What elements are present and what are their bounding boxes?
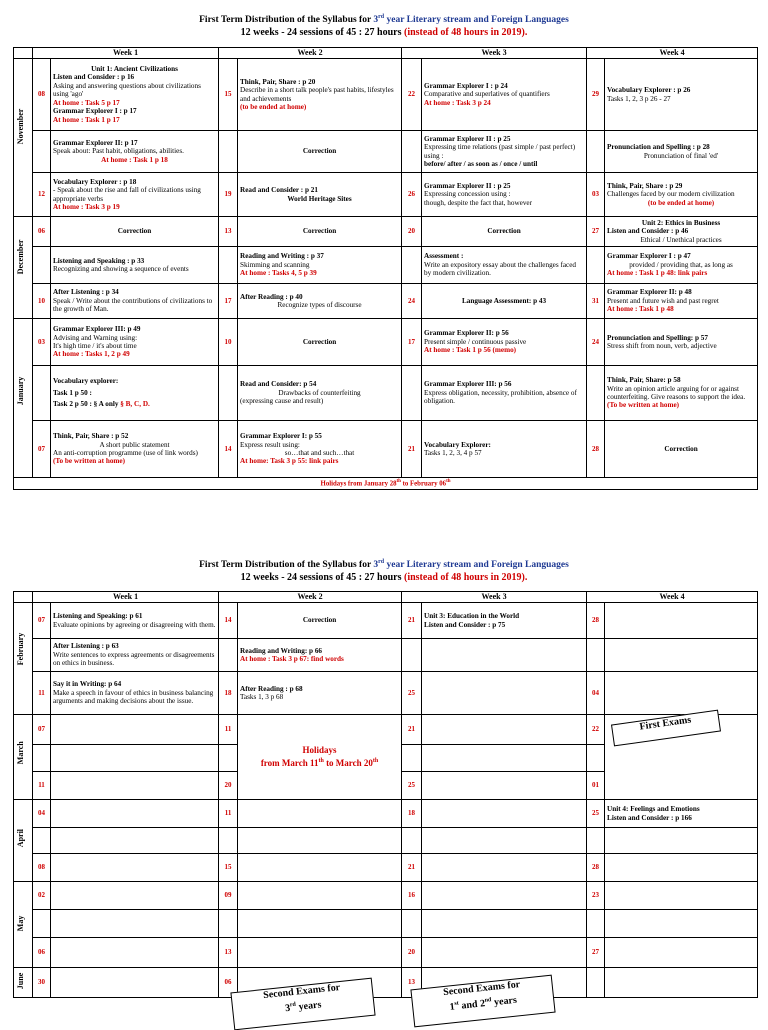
- day-number: 25: [402, 772, 422, 800]
- day-number: 13: [402, 968, 422, 998]
- lesson-cell: Reading and Writing: p 66 At home : Task 3 p 67: find words: [238, 639, 402, 672]
- lesson-cell: Correction: [238, 603, 402, 639]
- lesson-cell: After Reading : p 40 Recognize types of discourse: [238, 284, 402, 319]
- day-number: 13: [219, 217, 238, 247]
- day-number: 06: [33, 938, 51, 968]
- lesson-cell: Think, Pair, Share : p 29 Challenges faced by our modern civilization (to be ended at home): [605, 173, 758, 217]
- week-2-header: Week 2: [219, 48, 402, 59]
- day-number: 07: [33, 603, 51, 639]
- lesson-cell: Unit 4: Feelings and Emotions Listen and Consider : p 166: [605, 800, 758, 828]
- month-february: February: [14, 603, 33, 715]
- day-number: 31: [587, 284, 605, 319]
- lesson-cell: Correction: [605, 421, 758, 478]
- lesson-cell: Grammar Explorer II : p 25 Expressing concession using : though, despite the fact that, however: [422, 173, 587, 217]
- month-january: January: [14, 319, 33, 478]
- day-number: 25: [402, 672, 422, 715]
- page1-title: First Term Distribution of the Syllabus for 3rd year Literary stream and Foreign Languages: [199, 14, 569, 26]
- day-number: 06: [219, 968, 238, 998]
- day-number: 08: [33, 59, 51, 131]
- day-number: 02: [33, 882, 51, 910]
- week-3-header: Week 3: [402, 592, 587, 603]
- day-number: 22: [587, 715, 605, 745]
- day-number: 15: [219, 59, 238, 131]
- day-number: 17: [402, 319, 422, 366]
- day-number: 15: [219, 854, 238, 882]
- lesson-cell: Unit 2: Ethics in Business Listen and Consider : p 46 Ethical / Unethical practices: [605, 217, 758, 247]
- lesson-cell: Think, Pair, Share: p 58 Write an opinion article arguing for or against counterfeiting. Give reasons to support the idea. (To be written at home): [605, 366, 758, 421]
- day-number: 27: [587, 938, 605, 968]
- day-number: 13: [219, 938, 238, 968]
- day-number: 04: [33, 800, 51, 828]
- day-number: 03: [587, 173, 605, 217]
- lesson-cell: Vocabulary Explorer: Tasks 1, 2, 3, 4 p 57: [422, 421, 587, 478]
- day-number: 23: [587, 882, 605, 910]
- day-number: 21: [402, 603, 422, 639]
- page1-subtitle: 12 weeks - 24 sessions of 45 : 27 hours (instead of 48 hours in 2019).: [240, 27, 528, 38]
- week-3-header: Week 3: [402, 48, 587, 59]
- day-number: 30: [33, 968, 51, 998]
- second-exams-3rd-stamp: Second Exams for 3rd years: [230, 978, 375, 1030]
- lesson-cell: Grammar Explorer II: p 56 Present simple / continuous passive At home : Task 1 p 56 (memo): [422, 319, 587, 366]
- holiday-note: Holidays from January 28th to February 06th: [14, 478, 758, 490]
- lesson-cell: Language Assessment: p 43: [422, 284, 587, 319]
- day-number: 28: [587, 854, 605, 882]
- day-number: 10: [33, 284, 51, 319]
- lesson-cell: Assessment : Write an expository essay about the challenges faced by modern civilization.: [422, 247, 587, 284]
- month-november: November: [14, 59, 33, 217]
- month-april: April: [14, 800, 33, 882]
- day-number: 28: [587, 603, 605, 639]
- month-june: June: [14, 968, 33, 998]
- day-number: 21: [402, 421, 422, 478]
- day-number: 06: [33, 217, 51, 247]
- day-number: 26: [402, 173, 422, 217]
- page2-title: First Term Distribution of the Syllabus for 3rd year Literary stream and Foreign Languages: [199, 559, 569, 571]
- day-number: 11: [219, 715, 238, 745]
- day-number: 12: [33, 173, 51, 217]
- week-1-header: Week 1: [33, 592, 219, 603]
- lesson-cell: Correction: [422, 217, 587, 247]
- day-number: 18: [219, 672, 238, 715]
- day-number: 29: [587, 59, 605, 131]
- day-number: 24: [402, 284, 422, 319]
- day-number: 27: [587, 217, 605, 247]
- lesson-cell: Vocabulary Explorer : p 26 Tasks 1, 2, 3 p 26 - 27: [605, 59, 758, 131]
- lesson-cell: Grammar Explorer I : p 47 provided / providing that, as long as At home : Task 1 p 48: link pairs: [605, 247, 758, 284]
- month-december: December: [14, 217, 33, 319]
- day-number: 19: [219, 173, 238, 217]
- day-number: 21: [402, 715, 422, 745]
- week-1-header: Week 1: [33, 48, 219, 59]
- day-number: 24: [587, 319, 605, 366]
- day-number: 03: [33, 319, 51, 366]
- lesson-cell: Pronunciation and Spelling: p 57 Stress shift from noun, verb, adjective: [605, 319, 758, 366]
- lesson-cell: Grammar Explorer II: p 17 Speak about: Past habit, obligations, abilities. At home : Task 1 p 18: [51, 131, 219, 173]
- lesson-cell: Pronunciation and Spelling : p 28 Pronunciation of final 'ed': [605, 131, 758, 173]
- day-number: 07: [33, 421, 51, 478]
- lesson-cell: Read and Consider : p 21 World Heritage Sites: [238, 173, 402, 217]
- lesson-cell: Unit 1: Ancient Civilizations Listen and Consider : p 16 Asking and answering questions about civilizations using 'ago' At home : Task 5 p 17 Grammar Explorer I : p 17 At home : Task 1 p 17: [51, 59, 219, 131]
- lesson-cell: Grammar Explorer III: p 56 Express obligation, necessity, prohibition, absence of obligation.: [422, 366, 587, 421]
- day-number: 20: [402, 217, 422, 247]
- lesson-cell: Read and Consider: p 54 Drawbacks of counterfeiting (expressing cause and result): [238, 366, 402, 421]
- month-may: May: [14, 882, 33, 968]
- week-2-header: Week 2: [219, 592, 402, 603]
- lesson-cell: Think, Pair, Share : p 20 Describe in a short talk people's past habits, lifestyles and achievements (to be ended at home): [238, 59, 402, 131]
- lesson-cell: After Listening : p 63 Write sentences to express agreements or disagreements on ethics in business.: [51, 639, 219, 672]
- lesson-cell: Grammar Explorer III: p 49 Advising and Warning using: It's high time / it's about time At home : Tasks 1, 2 p 49: [51, 319, 219, 366]
- day-number: 04: [587, 672, 605, 715]
- week-4-header: Week 4: [587, 592, 758, 603]
- day-number: 11: [33, 772, 51, 800]
- lesson-cell: Grammar Explorer II: p 48 Present and future wish and past regret At home : Task 1 p 48: [605, 284, 758, 319]
- lesson-cell: Grammar Explorer II : p 25 Expressing time relations (past simple / past perfect) using : before/ after / as soon as / once / until: [422, 131, 587, 173]
- day-number: 11: [33, 672, 51, 715]
- day-number: 25: [587, 800, 605, 828]
- day-number: 08: [33, 854, 51, 882]
- day-number: 01: [587, 772, 605, 800]
- lesson-cell: Say it in Writing: p 64 Make a speech in favour of ethics in business balancing arguments and making decisions about the issue.: [51, 672, 219, 715]
- page2-subtitle: 12 weeks - 24 sessions of 45 : 27 hours (instead of 48 hours in 2019).: [240, 572, 528, 583]
- day-number: 22: [402, 59, 422, 131]
- day-number: 17: [219, 284, 238, 319]
- day-number: 28: [587, 421, 605, 478]
- day-number: 10: [219, 319, 238, 366]
- syllabus-table-2: [13, 591, 758, 998]
- lesson-cell: Correction: [238, 319, 402, 366]
- syllabus-table-1: [13, 47, 758, 490]
- lesson-cell: Correction: [51, 217, 219, 247]
- holiday-note: Holidays from March 11th to March 20th: [238, 715, 402, 800]
- lesson-cell: Correction: [238, 131, 402, 173]
- day-number: 09: [219, 882, 238, 910]
- second-exams-1st-2nd-stamp: Second Exams for 1st and 2nd years: [410, 975, 555, 1028]
- day-number: 14: [219, 421, 238, 478]
- lesson-cell: Think, Pair, Share : p 52 A short public statement An anti-corruption programme (use of link words) (To be written at home): [51, 421, 219, 478]
- day-number: 14: [219, 603, 238, 639]
- lesson-cell: Vocabulary Explorer : p 18 - Speak about the rise and fall of civilizations using appropriate verbs At home : Task 3 p 19: [51, 173, 219, 217]
- lesson-cell: Unit 3: Education in the World Listen and Consider : p 75: [422, 603, 587, 639]
- lesson-cell: After Listening : p 34 Speak / Write about the contributions of civilizations to the growth of Man.: [51, 284, 219, 319]
- first-exams-stamp: First Exams: [611, 710, 721, 747]
- lesson-cell: After Reading : p 68 Tasks 1, 3 p 68: [238, 672, 402, 715]
- lesson-cell: Listening and Speaking: p 61 Evaluate opinions by agreeing or disagreeing with them.: [51, 603, 219, 639]
- lesson-cell: Reading and Writing : p 37 Skimming and scanning At home : Tasks 4, 5 p 39: [238, 247, 402, 284]
- day-number: 20: [219, 772, 238, 800]
- lesson-cell: Listening and Speaking : p 33 Recognizing and showing a sequence of events: [51, 247, 219, 284]
- day-number: 11: [219, 800, 238, 828]
- lesson-cell: Grammar Explorer I : p 24 Comparative and superlatives of quantifiers At home : Task 3 p 24: [422, 59, 587, 131]
- day-number: 07: [33, 715, 51, 745]
- month-march: March: [14, 715, 33, 800]
- lesson-cell: Correction: [238, 217, 402, 247]
- week-4-header: Week 4: [587, 48, 758, 59]
- lesson-cell: Grammar Explorer I: p 55 Express result using: so…that and such…that At home: Task 3 p 55: link pairs: [238, 421, 402, 478]
- lesson-cell: Vocabulary explorer: Task 1 p 50 : Task 2 p 50 : § A only § B, C, D.: [51, 366, 219, 421]
- day-number: 20: [402, 938, 422, 968]
- day-number: 16: [402, 882, 422, 910]
- day-number: 18: [402, 800, 422, 828]
- day-number: 21: [402, 854, 422, 882]
